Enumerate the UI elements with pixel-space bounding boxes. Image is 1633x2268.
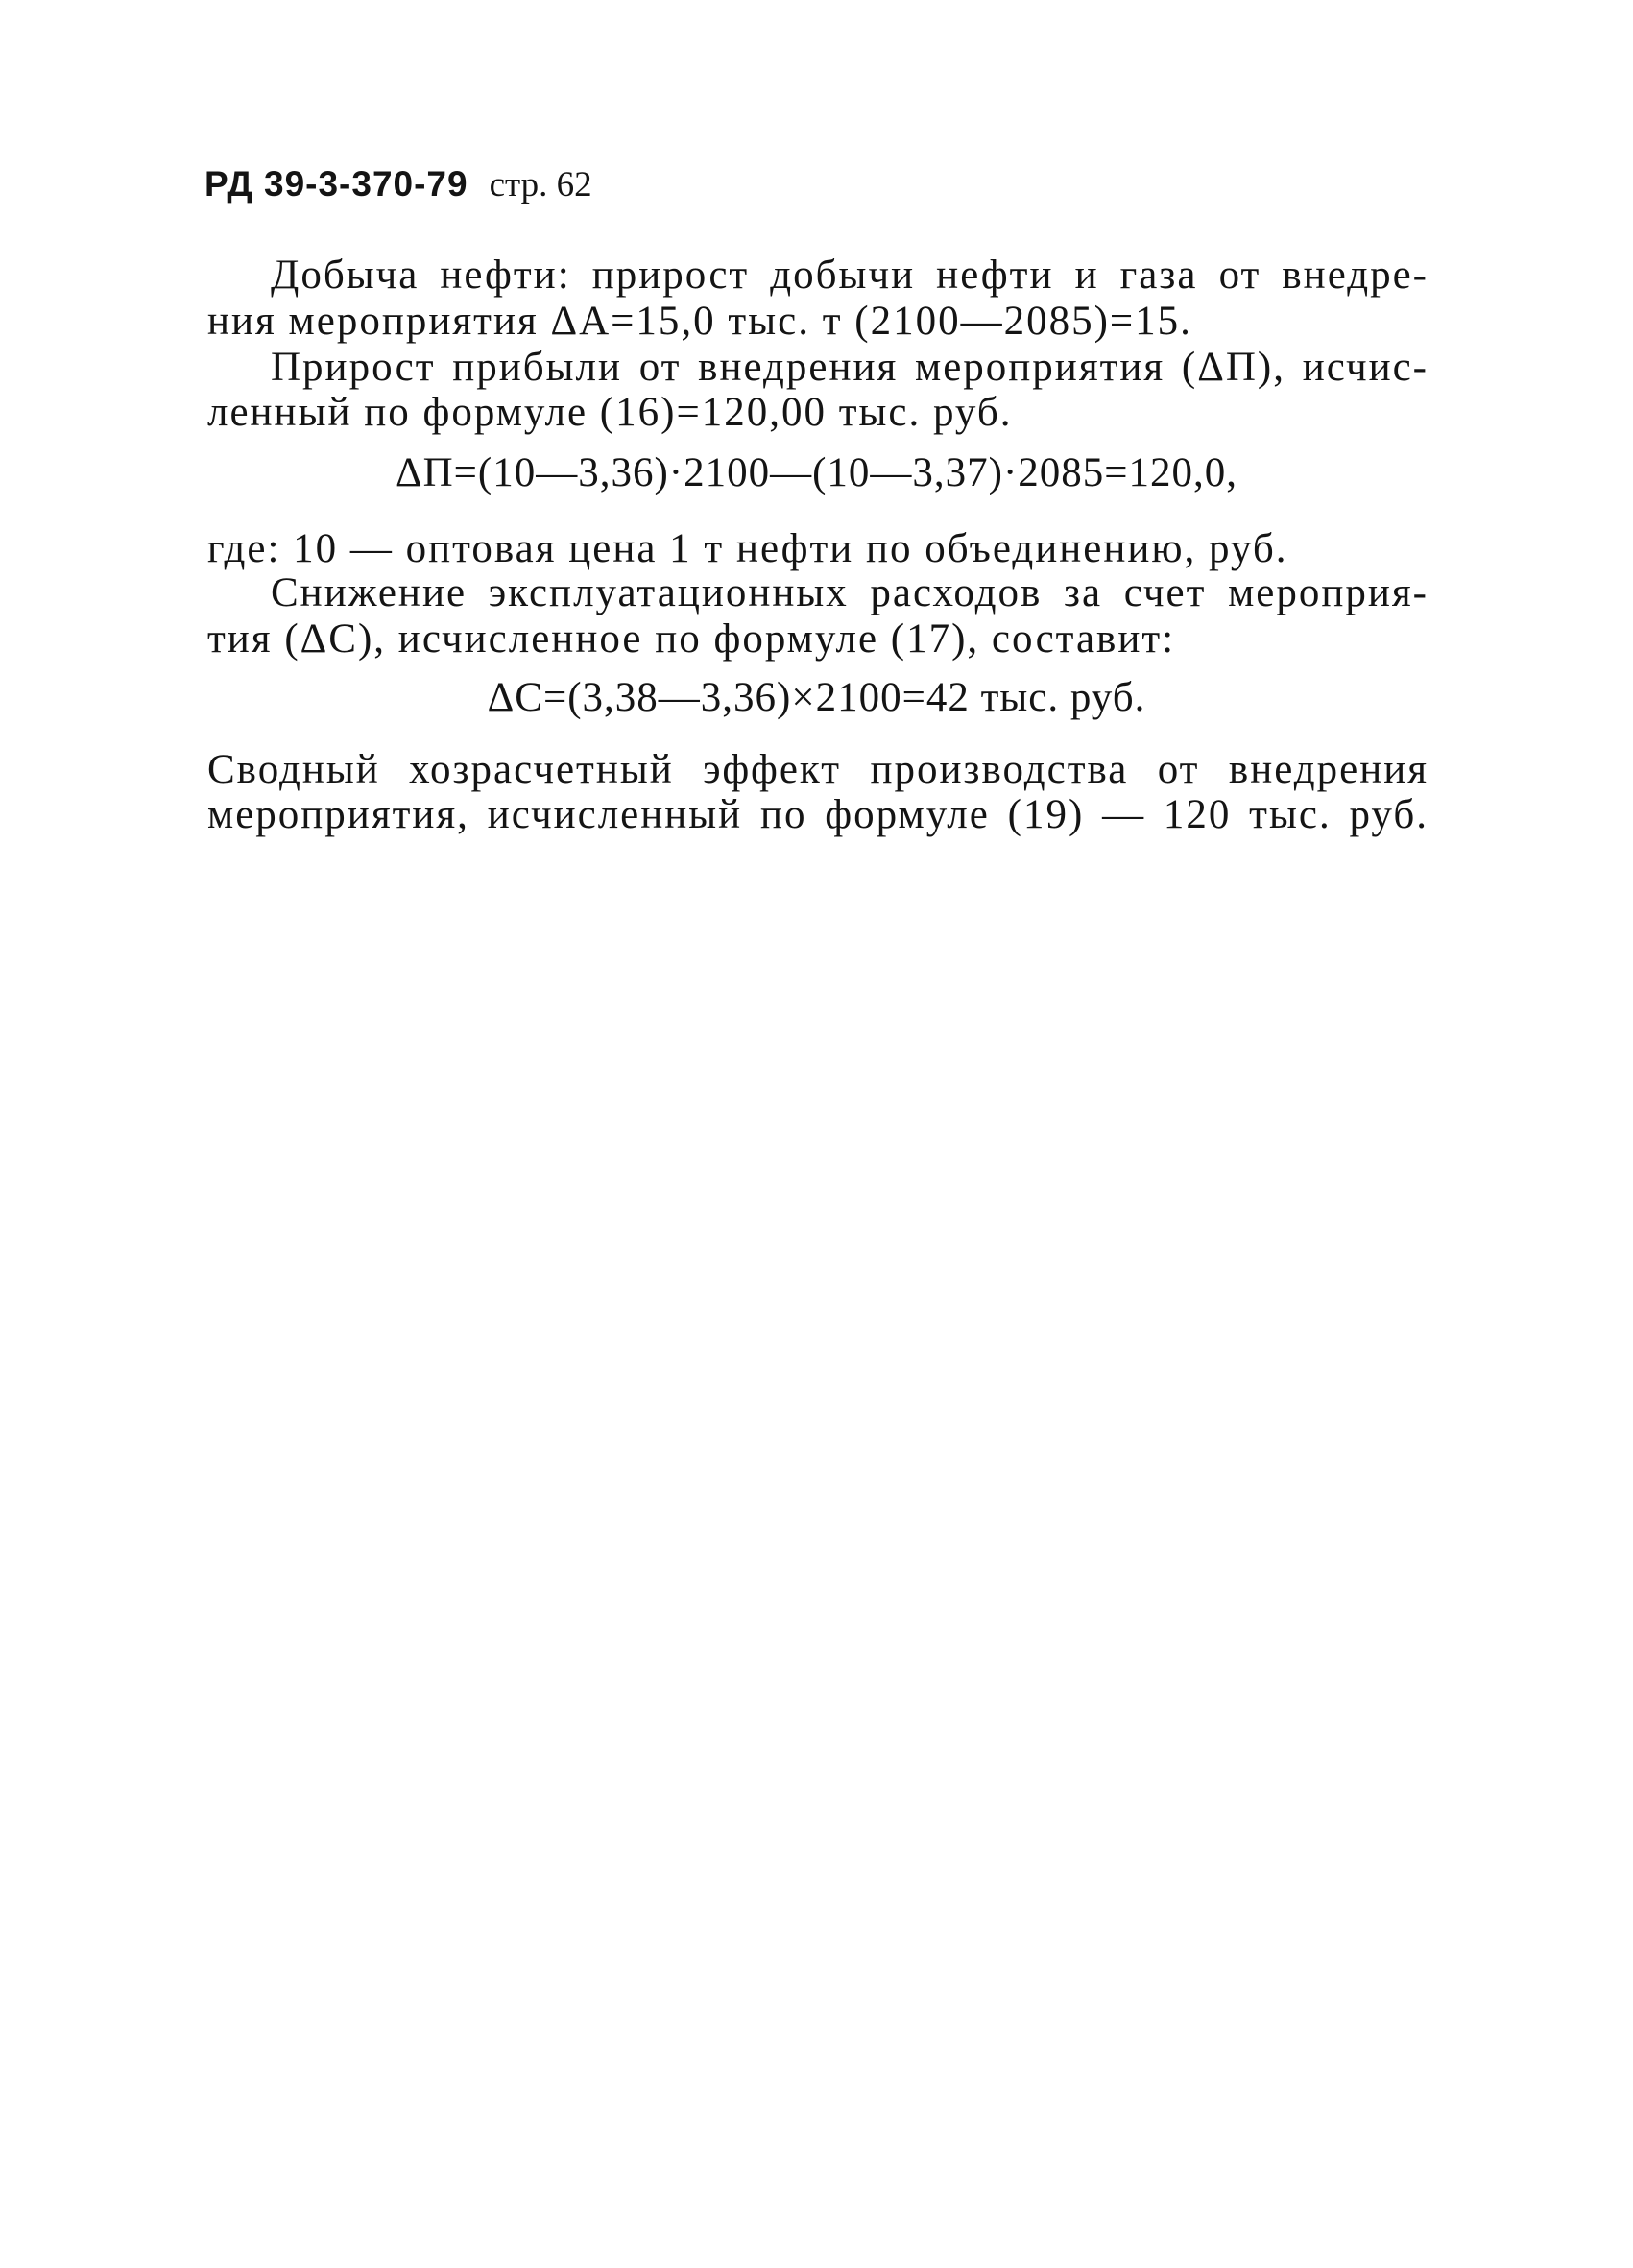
paragraph-cost-reduction-line-1: Снижение эксплуатационных расходов за счет мероприя- — [271, 570, 1429, 615]
paragraph-summary-effect-line-2: мероприятия, исчисленный по формуле (19) — 120 тыс. руб. — [207, 792, 1429, 837]
formula-cost-delta: ΔС=(3,38—3,36)×2100=42 тыс. руб. — [487, 675, 1146, 720]
document-code: РД 39-3-370-79 — [204, 164, 468, 204]
page-header — [204, 163, 592, 206]
paragraph-oil-production-line-2: ния мероприятия ΔА=15,0 тыс. т (2100—2085)=15. — [207, 299, 1192, 344]
paragraph-cost-reduction-line-2: тия (ΔС), исчисленное по формуле (17), составит: — [207, 616, 1176, 662]
paragraph-profit-growth-line-1: Прирост прибыли от внедрения мероприятия (ΔП), исчис- — [271, 345, 1429, 390]
paragraph-wholesale-price-note: где: 10 — оптовая цена 1 т нефти по объединению, руб. — [207, 526, 1288, 571]
paragraph-oil-production-line-1: Добыча нефти: прирост добычи нефти и газа от внедре- — [271, 253, 1429, 298]
formula-profit-delta: ΔП=(10—3,36)·2100—(10—3,37)·2085=120,0, — [395, 450, 1238, 495]
page-number: стр. 62 — [489, 165, 592, 205]
paragraph-profit-growth-line-2: ленный по формуле (16)=120,00 тыс. руб. — [207, 390, 1013, 435]
paragraph-summary-effect-line-1: Сводный хозрасчетный эффект производства от внедрения — [207, 747, 1429, 792]
